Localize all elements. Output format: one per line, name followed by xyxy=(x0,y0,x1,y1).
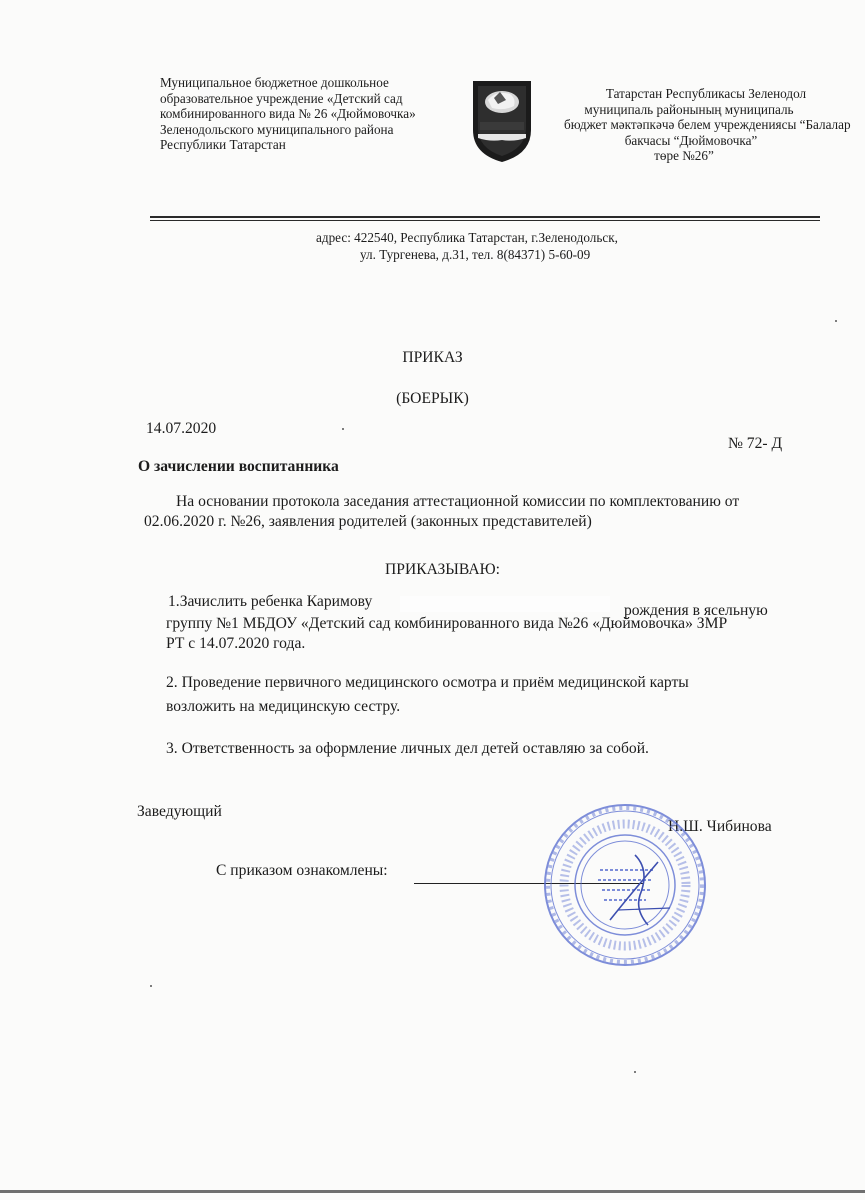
org-name-ru-line-3: комбинированного вида № 26 «Дюймовочка» xyxy=(160,106,416,121)
item-1-line-3: РТ с 14.07.2020 года. xyxy=(166,635,306,652)
redacted-name-area xyxy=(400,596,610,612)
org-name-ru-line-2: образовательное учреждение «Детский сад xyxy=(160,90,403,106)
document-title: ПРИКАЗ xyxy=(402,349,463,366)
org-name-tt-line-4: бакчасы “Дюймовочка” xyxy=(624,132,758,148)
org-name-ru-line-1: Муниципальное бюджетное дошкольное xyxy=(160,75,389,90)
item-1-line-1-start: 1.Зачислить ребенка Каримову xyxy=(168,593,373,610)
order-word: ПРИКАЗЫВАЮ: xyxy=(385,561,500,578)
item-1-line-1-end: рождения в ясельную xyxy=(624,602,768,619)
org-name-ru-line-5: Республики Татарстан xyxy=(160,137,286,152)
org-name-tt-line-3: бюджет мәктәпкәчә белем учреждениясы “Балалар xyxy=(564,117,851,132)
org-name-tt-line-5: төре №26” xyxy=(654,148,714,163)
preamble-line-1: На основании протокола заседания аттестационной комиссии по комплектованию от xyxy=(176,493,740,510)
scan-speck xyxy=(835,320,837,322)
org-name-russian xyxy=(160,75,416,153)
header-divider-thin xyxy=(150,220,820,221)
document-subject: О зачислении воспитанника xyxy=(138,458,339,475)
document-date: 14.07.2020 xyxy=(146,420,217,437)
scan-speck xyxy=(342,428,344,430)
item-3: 3. Ответственность за оформление личных дел детей оставляю за собой. xyxy=(166,740,649,757)
address-line-2: ул. Тургенева, д.31, тел. 8(84371) 5-60-09 xyxy=(360,247,591,262)
document-number: № 72- Д xyxy=(728,435,783,452)
signer-title: Заведующий xyxy=(137,803,222,820)
org-name-tt-line-1: Татарстан Республикасы Зеленодол xyxy=(605,86,807,101)
document-subtitle: (БОЕРЫК) xyxy=(396,390,469,407)
preamble-line-2: 02.06.2020 г. №26, заявления родителей (законных представителей) xyxy=(144,513,592,530)
scan-speck xyxy=(634,1071,636,1073)
org-name-ru-line-4: Зеленодольского муниципального района xyxy=(160,121,394,137)
org-name-tatar xyxy=(546,86,851,164)
official-stamp-icon xyxy=(540,800,710,970)
address-line-1: адрес: 422540, Республика Татарстан, г.Зеленодольск, xyxy=(316,230,618,245)
item-2-line-1: 2. Проведение первичного медицинского осмотра и приём медицинской карты xyxy=(166,674,689,691)
scan-bottom-edge xyxy=(0,1190,865,1193)
header-divider-thick xyxy=(150,216,820,218)
org-name-tt-line-2: муниципаль районының муниципаль xyxy=(584,101,794,117)
signer-name: Н.Ш. Чибинова xyxy=(668,818,772,835)
scan-speck xyxy=(150,985,152,987)
acquainted-label: С приказом ознакомлены: xyxy=(216,862,388,879)
item-1-line-2: группу №1 МБДОУ «Детский сад комбинированного вида №26 «Дюймовочка» ЗМР xyxy=(166,615,728,632)
item-2-line-2: возложить на медицинскую сестру. xyxy=(166,698,401,715)
